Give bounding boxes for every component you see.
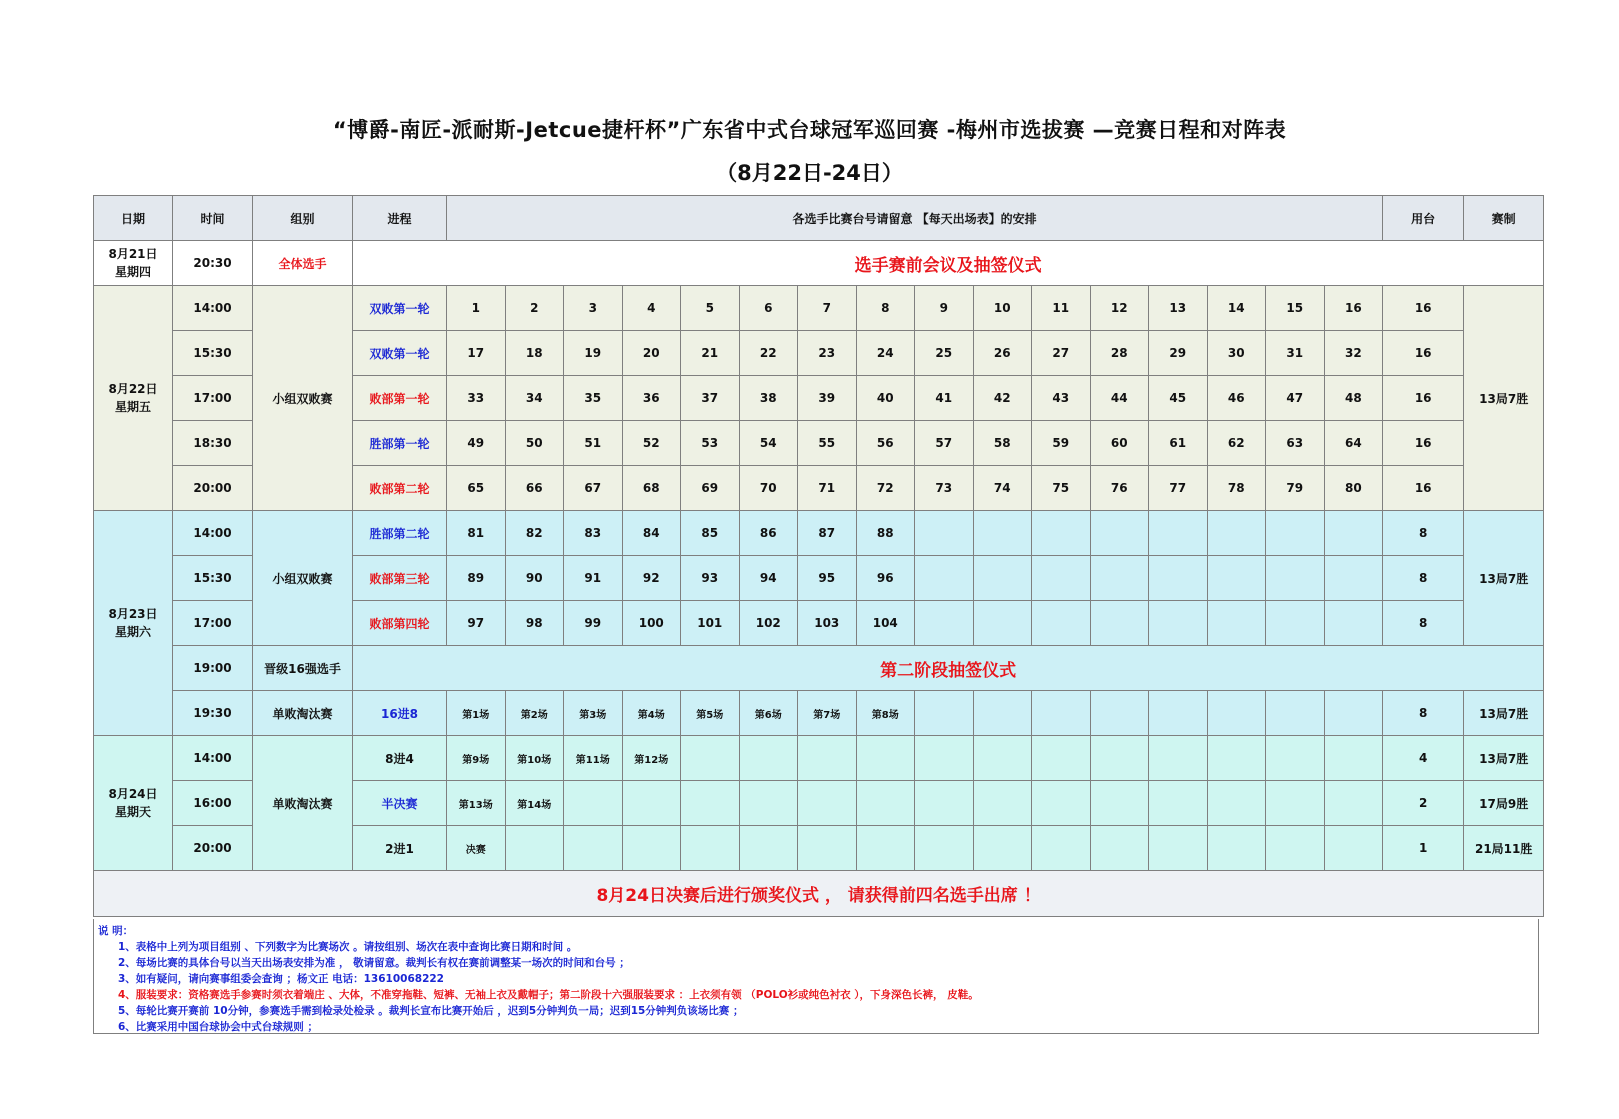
tables-cell: 16 [1383, 286, 1464, 331]
progress-cell: 败部第四轮 [353, 601, 447, 646]
match-cell [1207, 601, 1266, 646]
format-cell: 13局7胜 [1464, 511, 1544, 646]
progress-cell: 半决赛 [353, 781, 447, 826]
match-cell: 34 [505, 376, 564, 421]
header-time: 时间 [173, 196, 253, 241]
match-cell [622, 826, 681, 871]
tables-cell: 8 [1383, 691, 1464, 736]
tables-cell: 16 [1383, 421, 1464, 466]
match-cell [1090, 511, 1149, 556]
match-cell [1090, 601, 1149, 646]
format-cell: 13局7胜 [1464, 691, 1544, 736]
tables-cell: 8 [1383, 556, 1464, 601]
match-cell: 11 [1032, 286, 1091, 331]
meeting-date: 8月21日 星期四 [94, 241, 173, 286]
match-cell [622, 781, 681, 826]
match-cell: 91 [564, 556, 623, 601]
match-cell: 46 [1207, 376, 1266, 421]
match-cell: 56 [856, 421, 915, 466]
match-cell [739, 736, 798, 781]
match-cell [1149, 511, 1208, 556]
progress-cell: 胜部第二轮 [353, 511, 447, 556]
match-cell [856, 781, 915, 826]
match-cell [1032, 826, 1091, 871]
match-cell: 21 [681, 331, 740, 376]
match-cell: 92 [622, 556, 681, 601]
group-cell: 小组双败赛 [253, 511, 353, 646]
match-cell [1324, 556, 1383, 601]
match-cell: 第11场 [564, 736, 623, 781]
note-item: 4、服装要求：资格赛选手参赛时须衣着端庄 、大体，不准穿拖鞋、短裤、无袖上衣及戴帽子；第二阶段十六强服装要求 ：上衣须有领 （POLO衫或纯色衬衣 ），下身深色长裤， 皮鞋。 [118, 989, 979, 1001]
match-cell: 7 [798, 286, 857, 331]
progress-cell: 败部第一轮 [353, 376, 447, 421]
awards-row [94, 871, 1544, 917]
match-cell: 43 [1032, 376, 1091, 421]
match-cell [973, 556, 1032, 601]
match-cell: 第4场 [622, 691, 681, 736]
match-cell: 41 [915, 376, 974, 421]
match-cell [1032, 601, 1091, 646]
match-cell: 第7场 [798, 691, 857, 736]
match-cell: 94 [739, 556, 798, 601]
schedule-row [94, 286, 1544, 331]
match-cell: 20 [622, 331, 681, 376]
match-cell: 15 [1266, 286, 1325, 331]
time-cell: 19:30 [173, 691, 253, 736]
match-cell [1149, 781, 1208, 826]
match-cell [915, 736, 974, 781]
format-cell: 17局9胜 [1464, 781, 1544, 826]
match-cell [1207, 556, 1266, 601]
match-cell: 96 [856, 556, 915, 601]
match-cell: 28 [1090, 331, 1149, 376]
time-cell: 20:00 [173, 826, 253, 871]
match-cell: 决赛 [447, 826, 506, 871]
match-cell: 63 [1266, 421, 1325, 466]
notes-box [93, 919, 1539, 1034]
match-cell: 3 [564, 286, 623, 331]
header-note: 各选手比赛台号请留意 【每天出场表】的安排 [447, 196, 1383, 241]
match-cell [915, 691, 974, 736]
match-cell [1207, 781, 1266, 826]
match-cell: 第14场 [505, 781, 564, 826]
schedule-row [94, 736, 1544, 781]
match-cell: 82 [505, 511, 564, 556]
match-cell [973, 511, 1032, 556]
date-cell: 8月23日 星期六 [94, 511, 173, 736]
match-cell [1032, 511, 1091, 556]
match-cell: 16 [1324, 286, 1383, 331]
match-cell: 48 [1324, 376, 1383, 421]
match-cell: 19 [564, 331, 623, 376]
match-cell: 103 [798, 601, 857, 646]
header-group: 组别 [253, 196, 353, 241]
match-cell: 68 [622, 466, 681, 511]
match-cell: 33 [447, 376, 506, 421]
time-cell: 18:30 [173, 421, 253, 466]
match-cell [505, 826, 564, 871]
match-cell: 42 [973, 376, 1032, 421]
match-cell: 97 [447, 601, 506, 646]
match-cell: 9 [915, 286, 974, 331]
time-cell: 16:00 [173, 781, 253, 826]
match-cell: 6 [739, 286, 798, 331]
match-cell: 第10场 [505, 736, 564, 781]
match-cell: 23 [798, 331, 857, 376]
header-tables: 用台 [1383, 196, 1464, 241]
tables-cell: 8 [1383, 511, 1464, 556]
match-cell: 60 [1090, 421, 1149, 466]
match-cell [1149, 826, 1208, 871]
match-cell: 47 [1266, 376, 1325, 421]
match-cell: 104 [856, 601, 915, 646]
match-cell [915, 781, 974, 826]
match-cell: 62 [1207, 421, 1266, 466]
match-cell [1207, 511, 1266, 556]
time-cell: 17:00 [173, 601, 253, 646]
match-cell [1032, 556, 1091, 601]
match-cell: 30 [1207, 331, 1266, 376]
group-cell: 晋级16强选手 [253, 646, 353, 691]
match-cell [915, 826, 974, 871]
page-title: “博爵-南匠-派耐斯-Jetcue捷杆杯”广东省中式台球冠军巡回赛 -梅州市选拔赛 —竞赛日程和对阵表 [332, 118, 1287, 142]
match-cell: 26 [973, 331, 1032, 376]
match-cell: 69 [681, 466, 740, 511]
match-cell: 31 [1266, 331, 1325, 376]
match-cell [1266, 601, 1325, 646]
match-cell: 93 [681, 556, 740, 601]
match-cell: 27 [1032, 331, 1091, 376]
match-cell: 8 [856, 286, 915, 331]
time-cell: 17:00 [173, 376, 253, 421]
header-date: 日期 [94, 196, 173, 241]
group-cell: 单败淘汰赛 [253, 691, 353, 736]
date-cell: 8月22日 星期五 [94, 286, 173, 511]
match-cell: 54 [739, 421, 798, 466]
match-cell: 第1场 [447, 691, 506, 736]
header-format: 赛制 [1464, 196, 1544, 241]
match-cell [1032, 691, 1091, 736]
match-cell [1149, 691, 1208, 736]
match-cell: 101 [681, 601, 740, 646]
match-cell: 36 [622, 376, 681, 421]
match-cell [1207, 736, 1266, 781]
format-cell: 13局7胜 [1464, 286, 1544, 511]
match-cell: 66 [505, 466, 564, 511]
match-cell [856, 826, 915, 871]
match-cell: 52 [622, 421, 681, 466]
match-cell: 72 [856, 466, 915, 511]
match-cell [1324, 826, 1383, 871]
match-cell [1266, 781, 1325, 826]
match-cell: 第2场 [505, 691, 564, 736]
header-progress: 进程 [353, 196, 447, 241]
page-subtitle: （8月22日-24日） [716, 161, 903, 185]
schedule-row [94, 511, 1544, 556]
match-cell: 77 [1149, 466, 1208, 511]
time-cell: 15:30 [173, 556, 253, 601]
time-cell: 14:00 [173, 511, 253, 556]
match-cell: 89 [447, 556, 506, 601]
match-cell: 88 [856, 511, 915, 556]
match-cell [1090, 556, 1149, 601]
match-cell: 75 [1032, 466, 1091, 511]
match-cell [681, 826, 740, 871]
group-cell: 单败淘汰赛 [253, 736, 353, 871]
match-cell: 102 [739, 601, 798, 646]
match-cell: 38 [739, 376, 798, 421]
match-cell [1266, 826, 1325, 871]
match-cell [915, 556, 974, 601]
match-cell: 4 [622, 286, 681, 331]
tables-cell: 8 [1383, 601, 1464, 646]
schedule-row [94, 691, 1544, 736]
match-cell: 45 [1149, 376, 1208, 421]
progress-cell: 胜部第一轮 [353, 421, 447, 466]
match-cell: 85 [681, 511, 740, 556]
match-cell: 99 [564, 601, 623, 646]
match-cell: 22 [739, 331, 798, 376]
match-cell [1266, 691, 1325, 736]
time-cell: 14:00 [173, 286, 253, 331]
match-cell [1266, 556, 1325, 601]
format-cell: 13局7胜 [1464, 736, 1544, 781]
progress-cell: 败部第三轮 [353, 556, 447, 601]
match-cell: 14 [1207, 286, 1266, 331]
group-cell: 小组双败赛 [253, 286, 353, 511]
match-cell [1149, 736, 1208, 781]
match-cell [1090, 826, 1149, 871]
progress-cell: 败部第二轮 [353, 466, 447, 511]
match-cell [1266, 736, 1325, 781]
match-cell: 49 [447, 421, 506, 466]
match-cell: 39 [798, 376, 857, 421]
match-cell: 第8场 [856, 691, 915, 736]
progress-cell: 16进8 [353, 691, 447, 736]
match-cell: 90 [505, 556, 564, 601]
match-cell: 53 [681, 421, 740, 466]
match-cell: 86 [739, 511, 798, 556]
tables-cell: 16 [1383, 331, 1464, 376]
match-cell [681, 781, 740, 826]
match-cell: 55 [798, 421, 857, 466]
match-cell: 第3场 [564, 691, 623, 736]
match-cell: 84 [622, 511, 681, 556]
match-cell: 12 [1090, 286, 1149, 331]
match-cell [681, 736, 740, 781]
match-cell: 37 [681, 376, 740, 421]
match-cell: 2 [505, 286, 564, 331]
match-cell: 29 [1149, 331, 1208, 376]
match-cell [1324, 736, 1383, 781]
match-cell: 76 [1090, 466, 1149, 511]
match-cell: 73 [915, 466, 974, 511]
match-cell: 25 [915, 331, 974, 376]
time-cell: 19:00 [173, 646, 253, 691]
match-cell: 第12场 [622, 736, 681, 781]
note-item: 5、每轮比赛开赛前 10分钟，参赛选手需到检录处检录 。裁判长宣布比赛开始后 ，迟到5分钟判负一局；迟到15分钟判负该场比赛 ； [118, 1005, 744, 1017]
note-item: 2、每场比赛的具体台号以当天出场表安排为准 ， 敬请留意。裁判长有权在赛前调整某一场次的时间和台号 ； [118, 957, 630, 969]
match-cell: 第13场 [447, 781, 506, 826]
awards-note: 8月24日决赛后进行颁奖仪式 ， 请获得前四名选手出席 ！ [94, 871, 1544, 917]
match-cell [1324, 601, 1383, 646]
match-cell: 40 [856, 376, 915, 421]
match-cell: 100 [622, 601, 681, 646]
match-cell [1032, 781, 1091, 826]
match-cell: 71 [798, 466, 857, 511]
match-cell [798, 736, 857, 781]
match-cell [798, 781, 857, 826]
match-cell [1090, 691, 1149, 736]
match-cell: 第5场 [681, 691, 740, 736]
meeting-group: 全体选手 [253, 241, 353, 286]
header-row [94, 196, 1544, 241]
match-cell [1324, 511, 1383, 556]
match-cell [1207, 826, 1266, 871]
match-cell: 74 [973, 466, 1032, 511]
draw-event: 第二阶段抽签仪式 [353, 646, 1544, 691]
meeting-time: 20:30 [173, 241, 253, 286]
match-cell [1149, 601, 1208, 646]
match-cell: 51 [564, 421, 623, 466]
match-cell: 35 [564, 376, 623, 421]
match-cell: 87 [798, 511, 857, 556]
match-cell: 83 [564, 511, 623, 556]
date-cell: 8月24日 星期天 [94, 736, 173, 871]
schedule-table [93, 195, 1544, 917]
meeting-event: 选手赛前会议及抽签仪式 [353, 241, 1544, 286]
match-cell: 13 [1149, 286, 1208, 331]
match-cell: 32 [1324, 331, 1383, 376]
note-item: 3、如有疑问，请向赛事组委会查询 ；杨文正 电话：13610068222 [118, 973, 444, 985]
match-cell [973, 781, 1032, 826]
draw-row [94, 646, 1544, 691]
match-cell [856, 736, 915, 781]
match-cell: 65 [447, 466, 506, 511]
match-cell: 79 [1266, 466, 1325, 511]
match-cell [564, 781, 623, 826]
match-cell: 64 [1324, 421, 1383, 466]
progress-cell: 双败第一轮 [353, 286, 447, 331]
match-cell [973, 601, 1032, 646]
match-cell [1324, 691, 1383, 736]
progress-cell: 2进1 [353, 826, 447, 871]
match-cell [973, 736, 1032, 781]
progress-cell: 双败第一轮 [353, 331, 447, 376]
match-cell: 95 [798, 556, 857, 601]
match-cell: 50 [505, 421, 564, 466]
match-cell: 81 [447, 511, 506, 556]
match-cell [973, 691, 1032, 736]
note-item: 1、表格中上列为项目组别 、下列数字为比赛场次 。请按组别、场次在表中查询比赛日期和时间 。 [118, 941, 578, 953]
match-cell [973, 826, 1032, 871]
tables-cell: 16 [1383, 466, 1464, 511]
match-cell: 第9场 [447, 736, 506, 781]
time-cell: 15:30 [173, 331, 253, 376]
match-cell: 57 [915, 421, 974, 466]
tables-cell: 2 [1383, 781, 1464, 826]
notes-heading: 说 明： [98, 925, 134, 937]
match-cell [739, 826, 798, 871]
note-item: 6、比赛采用中国台球协会中式台球规则 ； [118, 1021, 318, 1033]
match-cell: 1 [447, 286, 506, 331]
match-cell [798, 826, 857, 871]
match-cell [564, 826, 623, 871]
match-cell: 70 [739, 466, 798, 511]
meeting-row [94, 241, 1544, 286]
match-cell: 80 [1324, 466, 1383, 511]
time-cell: 14:00 [173, 736, 253, 781]
match-cell [1090, 736, 1149, 781]
match-cell [739, 781, 798, 826]
time-cell: 20:00 [173, 466, 253, 511]
tables-cell: 4 [1383, 736, 1464, 781]
match-cell: 58 [973, 421, 1032, 466]
match-cell [1149, 556, 1208, 601]
match-cell [1207, 691, 1266, 736]
match-cell [915, 511, 974, 556]
match-cell: 17 [447, 331, 506, 376]
progress-cell: 8进4 [353, 736, 447, 781]
match-cell: 78 [1207, 466, 1266, 511]
match-cell: 44 [1090, 376, 1149, 421]
match-cell: 第6场 [739, 691, 798, 736]
match-cell: 67 [564, 466, 623, 511]
tables-cell: 16 [1383, 376, 1464, 421]
tables-cell: 1 [1383, 826, 1464, 871]
match-cell [1032, 736, 1091, 781]
match-cell [1266, 511, 1325, 556]
format-cell: 21局11胜 [1464, 826, 1544, 871]
match-cell: 18 [505, 331, 564, 376]
match-cell [1324, 781, 1383, 826]
match-cell: 10 [973, 286, 1032, 331]
match-cell: 98 [505, 601, 564, 646]
match-cell [915, 601, 974, 646]
match-cell [1090, 781, 1149, 826]
match-cell: 59 [1032, 421, 1091, 466]
match-cell: 24 [856, 331, 915, 376]
match-cell: 5 [681, 286, 740, 331]
match-cell: 61 [1149, 421, 1208, 466]
